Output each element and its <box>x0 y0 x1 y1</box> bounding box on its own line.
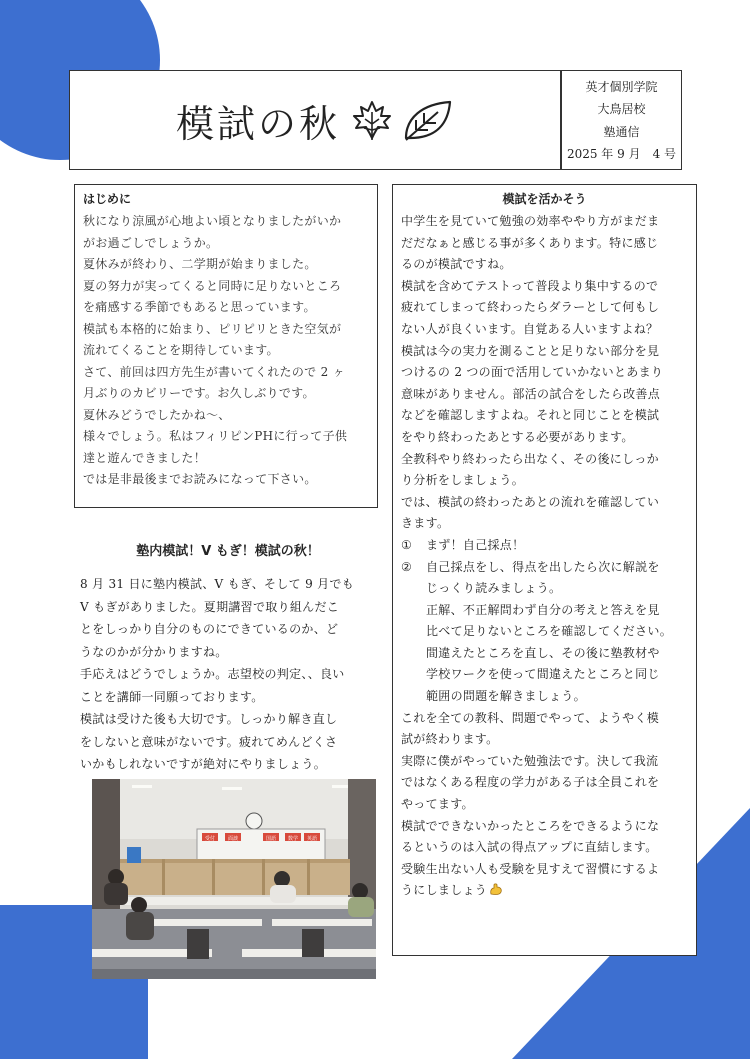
text-line: り分析をしましょう。 <box>401 473 525 488</box>
text-line: 範囲の問題を解きましょう。 <box>426 689 586 704</box>
maple-leaf-icon <box>350 98 394 142</box>
intro-heading: はじめに <box>83 192 132 206</box>
text-line: さて、前回は四方先生が書いてくれたので 2 ヶ <box>83 364 345 379</box>
issue-number: 2025 年 9 月 4 号 <box>566 147 677 162</box>
text-line: 秋になり涼風が心地よい頃となりましたがいか <box>83 214 342 228</box>
intro-box <box>74 184 378 508</box>
masthead <box>69 70 561 170</box>
wall-sign-label: 国語 <box>265 836 277 842</box>
school-name: 英才個別学院 <box>585 79 658 94</box>
text-line: がお過ごしでしょうか。 <box>83 235 219 250</box>
step-2 <box>401 557 688 579</box>
section-text <box>80 573 376 776</box>
study-tips-box <box>392 184 697 956</box>
mock-exam-section <box>80 540 376 776</box>
text-line: 全教科やり終わったら出なく、その後にしっか <box>401 451 659 466</box>
text-line: 疲れてしまって終わったらダラーとして何もし <box>401 300 660 315</box>
text-line: では是非最後までお読みになって下さい。 <box>83 472 317 486</box>
step-text: まず！自己採点！ <box>426 537 525 552</box>
text-line: るというのは入試の得点アップに直結します。 <box>401 840 658 855</box>
text-line: 試が終わります。 <box>401 732 499 747</box>
wall-sign-label: 受付 <box>204 836 216 842</box>
right-heading: 模試を活かそう <box>502 192 587 206</box>
step-number: ② <box>401 559 413 574</box>
flexed-arm-icon <box>489 882 503 896</box>
text-line: を痛感する季節でもあると思っています。 <box>83 300 316 314</box>
wall-sign-label: 数学 <box>287 836 299 842</box>
text-line: うにしましょう <box>401 883 488 898</box>
text-line: をやり終わったあとする必要があります。 <box>401 429 634 444</box>
text-line: 正解、不正解問わず自分の考えと答えを見 <box>426 602 660 617</box>
text-line: 模試を含めてテストって普段より集中するので <box>401 278 659 293</box>
text-line-last <box>401 880 688 902</box>
text-line: 間違えたところを直し、その後に塾教材や <box>426 645 660 660</box>
text-line: 8 月 31 日に塾内模試、V もぎ、そして 9 月でも <box>80 577 355 591</box>
text-line: うなのかが分かりますね。 <box>80 644 228 659</box>
text-line: きます。 <box>401 516 450 531</box>
wall-sign-label: 英語 <box>306 836 318 842</box>
text-line: 模試は今の実力を測ることと足りない部分を見 <box>401 343 660 358</box>
text-line: やってます。 <box>401 797 474 812</box>
text-line: いかもしれないですが絶対にやりましょう。 <box>80 757 327 771</box>
text-line: だだなぁと感じる事が多くあります。特に感じ <box>401 235 659 250</box>
leaf-icon <box>402 98 454 142</box>
text-line: じっくり読みましょう。 <box>426 581 562 596</box>
text-line: をしないと意味がないです。疲れてめんどくさ <box>80 734 338 749</box>
step-1 <box>401 535 688 557</box>
text-line: 意味がありません。部活の試合をしたら改善点 <box>401 386 661 401</box>
text-line: 模試も本格的に始まり、ピリピリときた空気が <box>83 321 342 336</box>
text-line: 学校ワークを使って間違えたところと同じ <box>426 667 660 682</box>
classroom-photo <box>92 779 376 979</box>
text-line: とをしっかり自分のものにできているのか、ど <box>80 622 339 636</box>
study-tips-text <box>401 211 688 902</box>
text-line: これを全ての教科、問題でやって、ようやく模 <box>401 710 660 725</box>
wall-sign-label: 面談 <box>227 836 239 842</box>
text-line: るのが模試ですね。 <box>401 257 512 272</box>
intro-text <box>83 211 369 491</box>
text-line: つけるの 2 つの面で活用していかないとあまり <box>401 365 664 380</box>
text-line: では、模試の終わったあとの流れを確認してい <box>401 494 660 509</box>
text-line: ない人が良くいます。自覚ある人いますよね？ <box>401 321 659 336</box>
text-line: 比べて足りないところを確認してください。 <box>426 624 673 639</box>
text-line: 中学生を見ていて勉強の効率ややり方がまだま <box>401 214 660 228</box>
branch-name: 大鳥居校 <box>597 102 646 117</box>
text-line: 夏の努力が実ってくると同時に足りないところ <box>83 278 342 293</box>
text-line: 模試は受けた後も大切です。しっかり解き直し <box>80 712 338 726</box>
text-line: 模試でできないかったところをできるようにな <box>401 818 660 833</box>
text-line: 流れてくることを期待しています。 <box>83 343 279 357</box>
text-line: 月ぶりのカビリーです。お久しぶりです。 <box>83 386 315 400</box>
text-line: などを確認しますよね。それと同じことを模試 <box>401 408 660 423</box>
step-number: ① <box>401 537 413 552</box>
text-line: 受験生出ない人も受験を見すえて習慣にするよ <box>401 861 660 876</box>
step-text: 自己採点をし、得点を出したら次に解説を <box>426 559 660 574</box>
text-line: 実際に僕がやっていた勉強法です。決して我流 <box>401 753 659 768</box>
text-line: ではなくある程度の学力がある子は全員これを <box>401 775 660 790</box>
section-title: 塾内模試！V もぎ！模試の秋！ <box>136 544 320 559</box>
text-line: 様々でしょう。私はフィリピンPHに行って子供 <box>83 429 348 443</box>
newsletter-name: 塾通信 <box>603 124 640 139</box>
text-line: 達と遊んできました！ <box>83 450 207 465</box>
text-line: 手応えはどうでしょうか。志望校の判定、、良い <box>80 667 345 681</box>
issue-info-box <box>561 70 682 170</box>
text-line: 夏休みが終わり、二学期が始まりました。 <box>83 257 317 271</box>
text-line: ことを講師一同願っております。 <box>80 689 264 704</box>
text-line: V もぎがありました。夏期講習で取り組んだこ <box>80 599 340 614</box>
text-line: 夏休みどうでしたかね〜、 <box>83 407 231 422</box>
page-title: 模試の秋 <box>175 101 340 146</box>
